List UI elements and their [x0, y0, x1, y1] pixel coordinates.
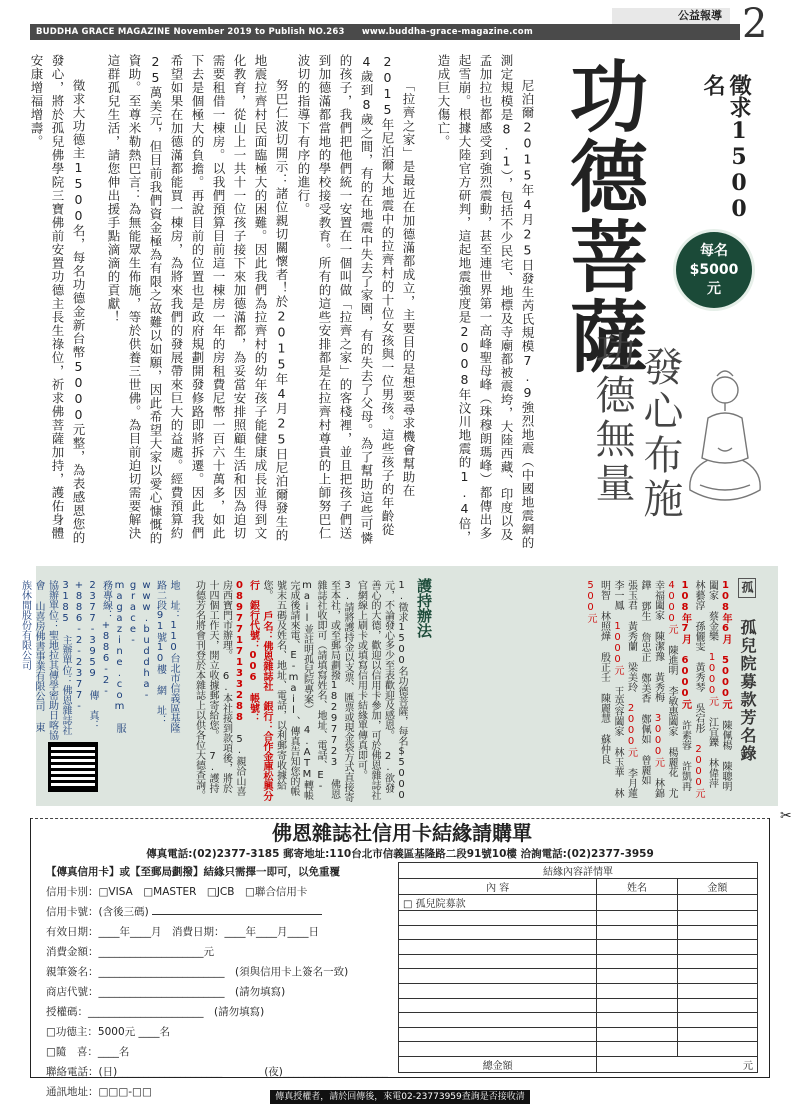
donor-name: 王英容闔家 [612, 686, 623, 736]
name-cell[interactable] [597, 911, 677, 926]
amount-cell[interactable] [677, 1027, 757, 1042]
form-instruction: 【傳真信用卡】或【至郵局劃撥】結緣只需擇一即可，以免重覆 [46, 866, 340, 878]
total-row [399, 1056, 758, 1072]
table-row [399, 969, 758, 984]
amount-cell[interactable] [677, 940, 757, 955]
support-list [186, 580, 408, 802]
donor-name: 黃秀梅 [652, 672, 664, 702]
donation-amount: 2000元 [693, 744, 704, 798]
amount-cell[interactable] [677, 969, 757, 984]
donor-name: 林照燁 [598, 611, 610, 641]
content-cell[interactable] [399, 954, 597, 969]
table-row [399, 940, 758, 955]
fax-label: 傳 真： [87, 690, 98, 730]
name-cell[interactable] [597, 998, 677, 1013]
donation-amount: 1000元 [612, 621, 623, 675]
donor-name: 林藝淳 [693, 580, 704, 610]
name-cell[interactable] [597, 1027, 677, 1042]
article-paragraph-4: 徵求大功德主1500名，每名功德金新台幣5000元整，為表感恩您的發心，將於孤兒佛學院三寶佛前安置功德主長生祿位，祈求佛菩薩加持，護佑身體安康增福增壽。 [29, 54, 86, 545]
donor-name: 黃秀琴 [693, 662, 704, 692]
donor-name: 梁美玲 [625, 662, 637, 692]
donation-col2-amount: 6000元 [679, 655, 691, 709]
support-item: 3.請將護持金以支票、匯票或現金袋方式直接寄至本社，或至郵局劃撥18297723 佛恩雜誌社收即可（請填寫姓名、地址、電話、E-mail並註明孤兒院專案） [301, 580, 353, 802]
phone-value: +886-2-2377-3959 [87, 580, 112, 697]
name-cell[interactable] [597, 954, 677, 969]
order-table-title: 結緣內容詳情單 [399, 863, 758, 879]
co-organizer-label: 協辦單位： [46, 580, 58, 630]
phone-label: 服務專線： [100, 580, 125, 733]
article-paragraph-3: 努巴仁波切開示：諸位親切關懷者！於2015年4月25日尼泊爾發生的地震拉齊村民面臨極大的困難。因此我們為拉齊村的幼年孩子能健康成長並得到文化教育，從山上一共十一位孩子接下來加德滿都，為妥當安排照顧生活和因為迫切需要租借一棟房。以我們預算目前這一棟房一年的房租費尼幣一百六十萬多，如此下去是個極大的負擔。再說目前的位置也是政府規劃開發修路即將拆遷。因此我們希望如果在加德滿都能買一棟房，為將來我們的發展帶來巨大的益處。經費預算約25萬美元，但目前我們資金極為有限之故難以如願，因此希望大家以愛心慷慨的資助。至尊米勒熱巴言：為無能眾生佈施，等於供養三世佛。為目前迫切需要解決這群孤兒生活，請您伸出援手點滴滴的貢獻！ [106, 54, 289, 545]
donor-name: 吳宕彤 [693, 703, 704, 733]
fax-value: +886-2-2377-3185 [60, 580, 85, 712]
donor-name: 陳聰明闔家 [706, 580, 731, 791]
issue-info: November 2019 to Publish NO.263 [173, 27, 345, 37]
support-item: 1.徵求1500名功德菩薩，每名$5000元，不論發心多少至表歡迎及感恩。 [382, 580, 407, 801]
card-type-field[interactable]: 信用卡別：□VISA □MASTER □JCB □聯合信用卡 [46, 886, 308, 898]
fax-footer-note: 傳真授權者，請於回傳後，來電02-23773959查詢是否接收清楚！ [270, 1090, 530, 1104]
donor-name: 殷正壬 [598, 652, 610, 682]
content-cell[interactable] [399, 940, 597, 955]
donor-name: 陳麗慧 [598, 693, 610, 723]
website-label: 網 址： [154, 685, 166, 725]
amount-field[interactable]: 消費金額：____________________元 [46, 946, 214, 958]
table-row [399, 925, 758, 940]
article-paragraph-1: 尼泊爾2015年4月25日發生芮氏規模7.9強烈地震（中國地震網的測定規模是8.1），包括不少民宅、地標及寺廟都被震垮，大陸西藏、印度以及孟加拉也都感受到強烈震動，甚至連世界第一高峰聖母峰（珠穆朗瑪峰）都傳出多起雪崩。根據大陸官方研判，這起地震強度是2008年汶川地震的1.4倍，造成巨大傷亡。 [436, 54, 535, 550]
donor-name: 李月蓮 [625, 768, 637, 798]
recruit-text: 徵求1500名 [700, 74, 752, 222]
first-row-item[interactable]: □ 孤兒院募款 [399, 895, 597, 911]
col-name: 姓名 [597, 879, 677, 895]
table-row [399, 1013, 758, 1028]
donor-name: 李敏惠闔家 [666, 686, 677, 736]
donation-col1-amount: 5000元 [720, 655, 731, 709]
support-item: 4.ATM轉帳完成後請來電、E-mail、傳真告知您的帳號末五碼及姓名、地址、電話，以利郵寄收據給您。 [261, 580, 313, 800]
donation-list [536, 580, 732, 800]
donation-list-title [736, 578, 759, 798]
slogan-2: 發心布施 [637, 346, 683, 522]
hero-title: 功德菩薩 [557, 56, 648, 376]
donation-col1-head: 108年6月 [720, 580, 731, 644]
donor-name: 曾麗如 [639, 755, 650, 785]
name-cell[interactable] [597, 969, 677, 984]
form-title: 佛恩雜誌社信用卡結緣請購單 [242, 820, 562, 846]
table-row [399, 1042, 758, 1057]
price-badge [676, 232, 752, 308]
donor-name: 黃秀蘭 [625, 621, 637, 651]
organizer-value: 佛恩雜誌社 [60, 685, 71, 735]
article-paragraph-2: 「拉齊之家」是最近在加德滿都成立，主要目的是想要尋求機會幫助在2015年尼泊爾大地震中的拉齊村的十位女孩與一位男孩。這些孩子的年齡從4歲到8歲之間，有的在地震中失去了家園，有的失去了父母。為了幫助這些可憐的孩子，我們把他們統一安置在一個叫做「拉齊之家」的客棧裡，並且把孩子們送到加德滿都當地的學校接受教育。所有的這些安排都是在拉齊村尊貴的上師努巴仁波切的指導下有序的進行。 [296, 54, 416, 545]
magazine-name: BUDDHA GRACE MAGAZINE [36, 27, 171, 37]
form-fields [46, 862, 386, 1102]
auth-code-field: 授權碼：______________________ (請勿填寫) [46, 1006, 265, 1018]
qr-code-icon[interactable] [48, 742, 98, 792]
donation-title-text: 孤兒院募款芳名錄 [738, 619, 757, 763]
signature-field[interactable]: 親筆簽名：________________________ (須與信用卡上簽名一致) [46, 966, 349, 978]
donor-name: 陳佩楊 [720, 720, 731, 750]
content-cell[interactable] [399, 1013, 597, 1028]
content-cell[interactable] [399, 983, 597, 998]
donor-name: 楊麗花 [666, 747, 677, 777]
article-body-2 [29, 54, 292, 552]
donor-name: 林偉萍 [706, 758, 718, 788]
buddha-icon [680, 360, 770, 535]
amount-cell[interactable] [677, 895, 757, 911]
co-organizer: 聖地拉其傳學密助日喀協會 [33, 580, 58, 740]
donor-name: 孫儷雯 [693, 621, 704, 651]
content-cell[interactable] [399, 911, 597, 926]
total-label: 總金額 [399, 1056, 597, 1072]
form-fax: 傳真電話:(02)2377-3185 [146, 848, 280, 860]
name-cell[interactable] [597, 1013, 677, 1028]
donor-name: 江宜鑠 [706, 717, 718, 747]
merit-checkbox[interactable]: □功德主：5000元 ____名 [46, 1026, 170, 1038]
donor-name: 蔡金樂 [706, 611, 718, 641]
donation-amount: 2000元 [625, 703, 637, 757]
section-label: 公益報導 [612, 8, 730, 24]
bank-info: 戶名：佛恩雜誌社 銀行：合作金庫松興分行 銀行代號：006 帳號：0897717133288 [234, 580, 272, 801]
order-table-wrap [398, 862, 758, 1073]
donor-name: 尤幸福闔家 [652, 580, 677, 798]
contact-block [19, 580, 180, 740]
slogan-1: 功德無量 [589, 330, 635, 506]
content-cell[interactable] [399, 969, 597, 984]
free-donation-checkbox[interactable]: □隨 喜：____名 [46, 1046, 130, 1058]
table-row [399, 895, 758, 911]
address-field[interactable]: 通訊地址：□□□-□□ [46, 1086, 152, 1098]
name-cell[interactable] [597, 925, 677, 940]
form-contact-line [40, 846, 760, 861]
amount-cell[interactable] [677, 983, 757, 998]
donor-name: 鄧生 [639, 601, 650, 621]
donor-name: 陳進明 [666, 645, 677, 675]
expiry-field[interactable]: 有效日期：____年____月 消費日期：____年____月____日 [46, 926, 319, 938]
donation-amount: 4000元 [666, 580, 677, 634]
amount-cell[interactable] [677, 1013, 757, 1028]
magazine-url[interactable]: www.buddha-grace-magazine.com [361, 27, 533, 37]
price-line-2: $5000 [689, 261, 739, 278]
donor-name: 李一鳳 [612, 580, 623, 610]
donation-amount: 1000元 [706, 652, 718, 706]
magazine-banner [30, 24, 740, 40]
form-mail: 郵寄地址:110台北市信義區基隆路二段91號10樓 [283, 848, 517, 860]
card-number-input[interactable] [152, 914, 322, 915]
merchant-field: 商店代號：________________________ (請勿填寫) [46, 986, 286, 998]
col-amount: 金額 [677, 879, 757, 895]
support-item: 7.護持功德芳名將會刊登於本雜誌上以供各位大德查詢。 [193, 580, 218, 800]
name-cell[interactable] [597, 895, 677, 911]
scissors-icon: ✂ [780, 808, 792, 824]
content-cell[interactable] [399, 1027, 597, 1042]
name-cell[interactable] [597, 940, 677, 955]
co-organizer: 東族休閒股份有限公司 [19, 580, 44, 732]
donation-amount: 500元 [585, 580, 596, 623]
amount-cell[interactable] [677, 911, 757, 926]
donation-amount: 3000元 [652, 713, 664, 767]
name-cell[interactable] [597, 983, 677, 998]
donation-col2-head: 108年7月 [679, 580, 691, 644]
co-organizer: 山喜房佛書事業有限公司 [33, 601, 44, 711]
page-number: 2 [742, 1, 768, 47]
donor-name: 蘇仲良 [598, 734, 610, 764]
phone-field[interactable]: 聯絡電話：(日)____________________ (夜)____________________ [46, 1066, 388, 1078]
card-number-label: 信用卡號：(含後三碼) [46, 906, 149, 918]
organizer-label: 主辦單位： [60, 635, 71, 685]
address-value: 110台北市信義區基隆路二段91號10樓 [154, 580, 179, 733]
content-cell[interactable] [399, 998, 597, 1013]
donor-name: 陳潔豫 [652, 631, 664, 661]
content-cell[interactable] [399, 1042, 597, 1057]
table-row [399, 954, 758, 969]
total-amount[interactable]: 元 [597, 1056, 758, 1072]
donor-name: 林錦鏵 [639, 580, 664, 798]
address-label: 地 址： [168, 580, 179, 620]
support-item: 5.親洽山喜房西寶門市辦理。 [220, 580, 245, 796]
donor-name: 林明智 [598, 580, 623, 798]
content-cell[interactable] [399, 925, 597, 940]
col-content: 內 容 [399, 879, 597, 895]
amount-cell[interactable] [677, 925, 757, 940]
website-link[interactable]: www.buddha-grace-magazine.com [114, 580, 152, 712]
amount-cell[interactable] [677, 954, 757, 969]
donor-name: 鄭佩如 [639, 714, 650, 744]
table-row [399, 998, 758, 1013]
table-row [399, 911, 758, 926]
amount-cell[interactable] [677, 998, 757, 1013]
table-row [399, 983, 758, 998]
price-line-1: 每名 [700, 242, 728, 259]
donor-name: 鄭美香 [639, 673, 650, 703]
amount-cell[interactable] [677, 1042, 757, 1057]
donor-name: 林玉華 [612, 747, 623, 777]
card-number-field[interactable] [46, 902, 386, 922]
donor-name: 許素蓉 [679, 720, 691, 750]
donor-name: 許凱再 [679, 761, 691, 791]
support-item: 6.本社接到款項後，將於十四個工作天，開立收據郵寄給您。 [207, 580, 232, 793]
donor-name: 張玉君 [625, 580, 637, 610]
order-table [398, 862, 758, 1073]
form-tel: 洽詢電話:(02)2377-3959 [520, 848, 654, 860]
orphan-icon: 孤 [738, 578, 756, 598]
support-item: 2.欲發善心的大德，歡迎以信用卡參加，可於佛恩雜誌社官網線上刷卡或填寫信用卡結緣單傳真即可。 [355, 580, 394, 800]
table-row [399, 1027, 758, 1042]
page-header [0, 0, 800, 46]
name-cell[interactable] [597, 1042, 677, 1057]
support-title: 護持辦法 [415, 578, 433, 638]
donor-name: 詹忠正 [639, 632, 650, 662]
price-line-3: 元 [707, 280, 721, 297]
